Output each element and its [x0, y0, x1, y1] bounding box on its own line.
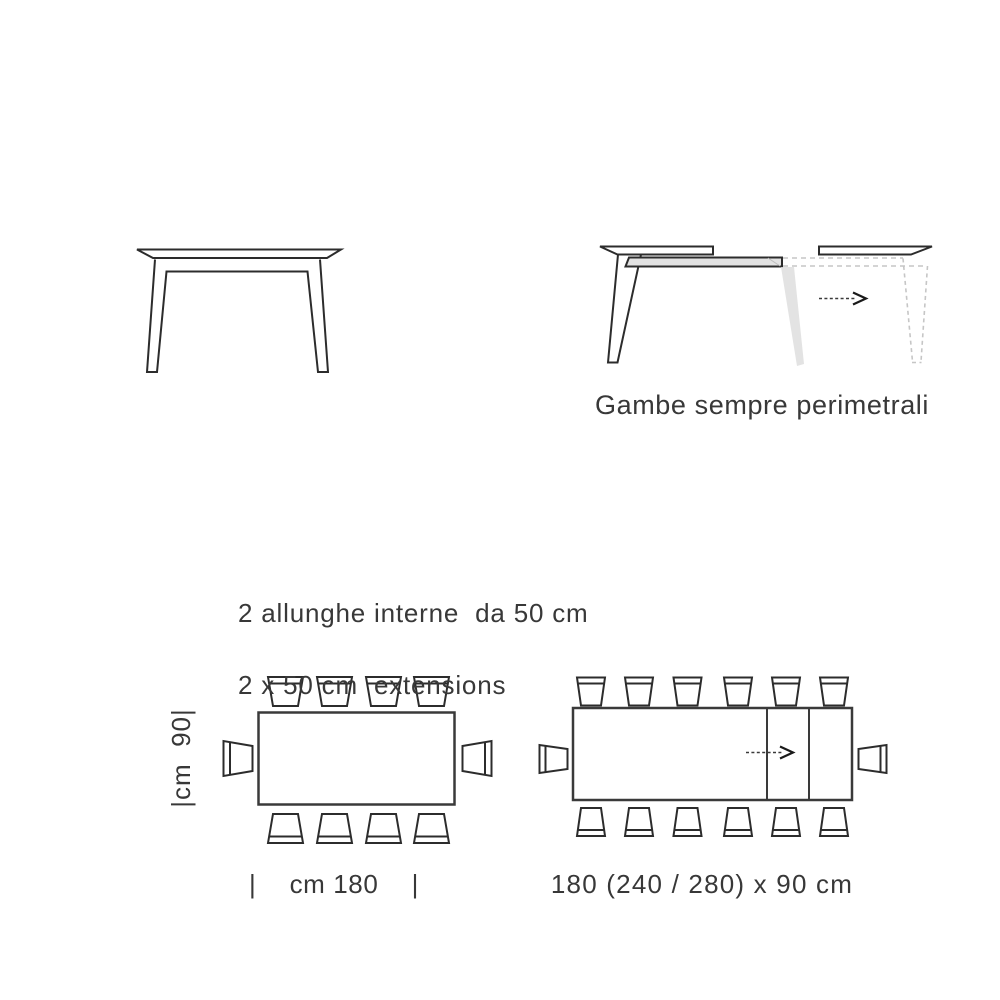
- slide-arrow-icon: [819, 293, 866, 305]
- depth-dimension-label: |cm 90|: [166, 708, 196, 808]
- table-leg: [608, 255, 641, 363]
- dimension-tick-right: |: [411, 869, 419, 899]
- width-dimension-label: cm 180: [289, 869, 379, 899]
- tabletop-extended-half: [819, 247, 932, 255]
- chair: [820, 808, 848, 836]
- chair: [268, 814, 303, 843]
- table-side-view-figure: [137, 250, 341, 373]
- legs-frame: [147, 260, 328, 373]
- chair: [317, 814, 352, 843]
- chair: [463, 741, 492, 776]
- chair: [414, 814, 449, 843]
- chair: [724, 808, 752, 836]
- table-extension-figure: [600, 247, 932, 367]
- width-dimension-row: [249, 871, 419, 897]
- chair: [772, 808, 800, 836]
- extension-notes: [238, 553, 589, 745]
- chair: [625, 678, 653, 706]
- tabletop: [137, 250, 341, 259]
- chair: [674, 678, 702, 706]
- note-line-italian: 2 allunghe interne da 50 cm: [238, 598, 589, 628]
- dashed-leg-outline: [903, 259, 928, 363]
- chair: [577, 808, 605, 836]
- chair: [366, 814, 401, 843]
- caption-legs-perimeter: Gambe sempre perimetrali: [594, 390, 930, 420]
- dimension-tick-left: |: [249, 869, 257, 899]
- table-top-outline: [573, 708, 852, 800]
- chair: [859, 745, 887, 773]
- note-line-english: 2 x 50 cm extensions: [238, 670, 507, 700]
- chair: [772, 678, 800, 706]
- chair: [674, 808, 702, 836]
- extension-beam: [626, 258, 783, 267]
- chair: [820, 678, 848, 706]
- tabletop-fixed-half: [600, 247, 713, 255]
- ghost-leg: [781, 267, 804, 366]
- chair: [540, 745, 568, 773]
- dashed-travel-lines: [783, 258, 927, 266]
- chair: [625, 808, 653, 836]
- chair: [724, 678, 752, 706]
- plan-view-extended-figure: [540, 678, 887, 837]
- extended-size-label: 180 (240 / 280) x 90 cm: [550, 869, 854, 899]
